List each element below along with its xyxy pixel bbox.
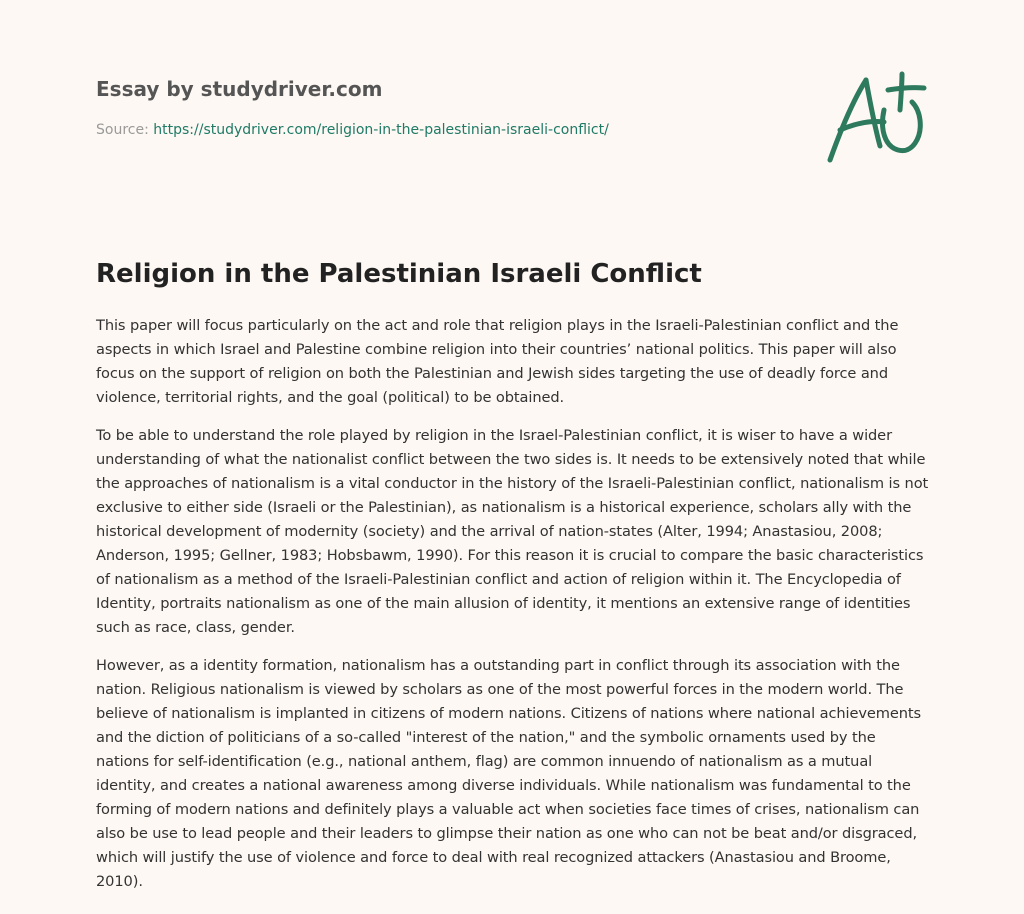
- page-title: Religion in the Palestinian Israeli Conflict: [96, 259, 702, 289]
- brand-title: Essay by studydriver.com: [96, 77, 383, 101]
- essay-body: [96, 314, 932, 908]
- paragraph-2: To be able to understand the role played by religion in the Israel-Palestinian conflict, it is wiser to have a wider understanding of what the nationalist conflict between the two sides is. It needs to be extensively noted that while the approaches of nationalism is a vital conductor in the history of the Israeli-Palestinian conflict, nationalism is not exclusive to either side (Israeli or the Palestinian), as nationalism is a historical experience, scholars ally with the historical development of modernity (society) and the arrival of nation-states (Alter, 1994; Anastasiou, 2008; Anderson, 1995; Gellner, 1983; Hobsbawm, 1990). For this reason it is crucial to compare the basic characteristics of nationalism as a method of the Israeli-Palestinian conflict and action of religion within it. The Encyclopedia of Identity, portraits nationalism as one of the main allusion of identity, it mentions an extensive range of identities such as race, class, gender.: [96, 427, 929, 636]
- essay-header: [96, 74, 796, 140]
- source-line: [96, 120, 796, 140]
- paragraph-3: However, as a identity formation, nationalism has a outstanding part in conflict through its association with the nation. Religious nationalism is viewed by scholars as one of the most powerful forces in the modern world. The believe of nationalism is implanted in citizens of modern nations. Citizens of nations where national achievements and the diction of politicians of a so-called "interest of the nation," and the symbolic ornaments used by the nations for self-identification (e.g., national anthem, flag) are common innuendo of nationalism as a mutual identity, and creates a national awareness among diverse individuals. While nationalism was fundamental to the forming of modern nations and definitely plays a valuable act when societies face times of crises, nationalism can also be use to lead people and their leaders to glimpse their nation as one who can not be beat and/or disgraced, which will justify the use of violence and force to deal with real recognized attackers (Anastasiou and Broome, 2010).: [96, 657, 922, 890]
- paragraph-1: This paper will focus particularly on the act and role that religion plays in the Israeli-Palestinian conflict and the aspects in which Israel and Palestine combine religion into their countries’ national politics. This paper will also focus on the support of religion on both the Palestinian and Jewish sides targeting the use of deadly force and violence, territorial rights, and the goal (political) to be obtained.: [96, 317, 899, 406]
- source-label: Source:: [96, 122, 154, 138]
- source-link[interactable]: https://studydriver.com/religion-in-the-palestinian-israeli-conflict/: [153, 122, 609, 138]
- a-plus-logo-icon: [818, 66, 930, 166]
